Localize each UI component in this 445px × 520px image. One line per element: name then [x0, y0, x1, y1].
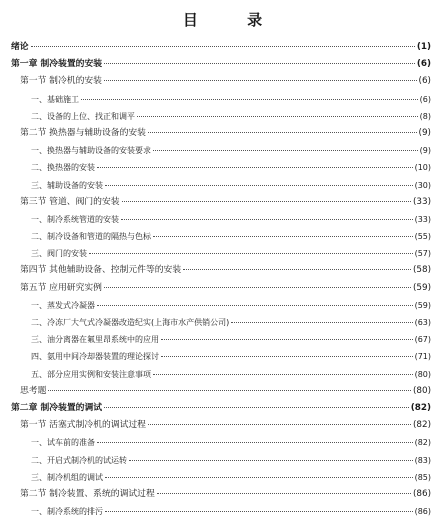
toc-entry[interactable]: [0, 434, 434, 451]
toc-entry-title: 第一节 活塞式制冷机的调试过程: [20, 420, 146, 431]
toc-entry-page: (80): [414, 369, 431, 379]
dot-leader: [105, 511, 413, 512]
toc-entry-page: (33): [414, 214, 431, 224]
toc-entry-title: 二、换热器的安装: [31, 163, 95, 173]
dot-leader: [157, 493, 411, 494]
toc-entry-page: (86): [412, 488, 431, 499]
toc-entry-page: (58): [412, 265, 431, 276]
toc-entry[interactable]: [0, 125, 434, 142]
toc-entry-title: 一、换热器与辅助设备的安装要求: [31, 146, 151, 156]
dot-leader: [129, 460, 413, 461]
toc-entry-page: (55): [414, 232, 431, 242]
dot-leader: [48, 390, 411, 391]
toc-entry[interactable]: [0, 348, 434, 365]
toc-entry-title: 二、开启式制冷机的试运转: [31, 455, 127, 465]
toc-entry-page: (9): [419, 146, 431, 156]
toc-entry-page: (1): [416, 42, 431, 52]
dot-leader: [104, 80, 417, 81]
dot-leader: [183, 269, 411, 270]
toc-entry-title: 五、部分应用实例和安装注意事项: [31, 369, 151, 379]
dot-leader: [161, 356, 413, 357]
toc-entry-title: 三、油分离器在氟里昂系统中的应用: [31, 335, 159, 345]
toc-entry-title: 二、设备的上位、找正和调平: [31, 111, 135, 121]
toc-entry-page: (83): [414, 455, 431, 465]
dot-leader: [161, 339, 413, 340]
dot-leader: [97, 305, 413, 306]
dot-leader: [153, 374, 413, 375]
toc-entry-page: (82): [414, 438, 431, 448]
toc-entry[interactable]: [0, 228, 434, 245]
dot-leader: [153, 236, 413, 237]
toc-entry-title: 思考题: [20, 385, 47, 396]
table-of-contents: [0, 39, 445, 520]
dot-leader: [97, 167, 413, 168]
toc-entry[interactable]: [0, 297, 434, 314]
toc-entry[interactable]: [0, 314, 434, 331]
toc-entry[interactable]: [0, 39, 434, 56]
toc-entry[interactable]: [0, 469, 434, 486]
toc-entry-title: 一、蒸发式冷凝器: [31, 300, 95, 310]
dot-leader: [148, 132, 417, 133]
toc-entry[interactable]: [0, 417, 434, 434]
dot-leader: [105, 185, 413, 186]
toc-entry-page: (82): [412, 420, 431, 431]
dot-leader: [31, 46, 415, 47]
toc-entry[interactable]: [0, 91, 434, 108]
dot-leader: [231, 322, 412, 323]
toc-entry-page: (80): [412, 385, 431, 396]
toc-entry[interactable]: [0, 108, 434, 125]
toc-entry-title: 四、氨用中间冷却器装置的理论探讨: [31, 352, 159, 362]
toc-entry-page: (63): [414, 318, 431, 327]
toc-entry-title: 第二节 换热器与辅助设备的安装: [20, 127, 146, 138]
toc-entry-title: 三、阀门的安装: [31, 249, 87, 259]
toc-entry[interactable]: [0, 262, 434, 279]
toc-entry-title: 一、制冷系统管道的安装: [31, 214, 119, 224]
dot-leader: [104, 407, 409, 408]
toc-entry-title: 二、制冷设备和管道的隔热与色标: [31, 232, 151, 242]
toc-entry[interactable]: [0, 177, 434, 194]
dot-leader: [148, 424, 411, 425]
toc-entry-page: (57): [414, 249, 431, 259]
toc-entry-title: 二、冷冻厂大气式冷凝器改造纪实(上海市水产供销公司): [31, 318, 230, 327]
toc-entry-title: 三、制冷机组的调试: [31, 472, 103, 482]
toc-entry-page: (86): [414, 507, 431, 517]
toc-entry-title: 第四节 其他辅助设备、控制元件等的安装: [20, 265, 182, 276]
toc-entry-title: 三、辅助设备的安装: [31, 180, 103, 190]
toc-entry[interactable]: [0, 142, 434, 159]
dot-leader: [97, 442, 413, 443]
toc-entry[interactable]: [0, 194, 434, 211]
toc-entry-page: (82): [410, 402, 431, 413]
dot-leader: [121, 219, 413, 220]
toc-entry-page: (8): [419, 111, 431, 121]
toc-entry-page: (71): [414, 352, 431, 362]
toc-entry[interactable]: [0, 280, 434, 297]
toc-entry-title: 第五节 应用研究实例: [20, 282, 102, 293]
toc-entry[interactable]: [0, 400, 434, 417]
toc-entry[interactable]: [0, 245, 434, 262]
toc-entry-title: 第二节 制冷装置、系统的调试过程: [20, 488, 155, 499]
toc-entry-title: 第二章 制冷装置的调试: [11, 402, 103, 413]
toc-entry[interactable]: [0, 331, 434, 348]
toc-entry[interactable]: [0, 56, 434, 73]
toc-entry[interactable]: [0, 211, 434, 228]
toc-entry[interactable]: [0, 486, 434, 503]
toc-entry-page: (10): [414, 163, 431, 173]
toc-entry-page: (30): [414, 180, 431, 190]
toc-entry-title: 一、试车前的准备: [31, 438, 95, 448]
toc-entry[interactable]: [0, 366, 434, 383]
dot-leader: [137, 116, 418, 117]
toc-entry-page: (85): [414, 472, 431, 482]
toc-entry-page: (6): [419, 94, 431, 104]
toc-entry-page: (9): [418, 127, 431, 138]
dot-leader: [105, 477, 413, 478]
dot-leader: [104, 63, 415, 64]
dot-leader: [89, 253, 413, 254]
toc-entry[interactable]: [0, 383, 434, 400]
toc-entry[interactable]: [0, 503, 434, 520]
toc-entry-page: (59): [414, 300, 431, 310]
toc-entry-title: 第三节 管道、阀门的安装: [20, 196, 120, 207]
toc-entry[interactable]: [0, 452, 434, 469]
toc-entry[interactable]: [0, 159, 434, 176]
toc-entry-page: (33): [412, 196, 431, 207]
toc-entry-page: (6): [416, 59, 431, 70]
toc-entry-page: (59): [412, 282, 431, 293]
dot-leader: [104, 287, 411, 288]
toc-entry-title: 绪论: [11, 42, 29, 52]
toc-entry-page: (67): [414, 335, 431, 345]
toc-entry-title: 第一章 制冷装置的安装: [11, 59, 103, 70]
toc-entry[interactable]: [0, 73, 434, 90]
toc-entry-title: 第一节 制冷机的安装: [20, 76, 102, 87]
toc-entry-page: (6): [418, 76, 431, 87]
dot-leader: [81, 99, 418, 100]
toc-entry-title: 一、制冷系统的排污: [31, 507, 103, 517]
page-title: 目 录: [182, 11, 285, 29]
toc-entry-title: 一、基础施工: [31, 94, 79, 104]
dot-leader: [153, 150, 418, 151]
dot-leader: [122, 201, 411, 202]
